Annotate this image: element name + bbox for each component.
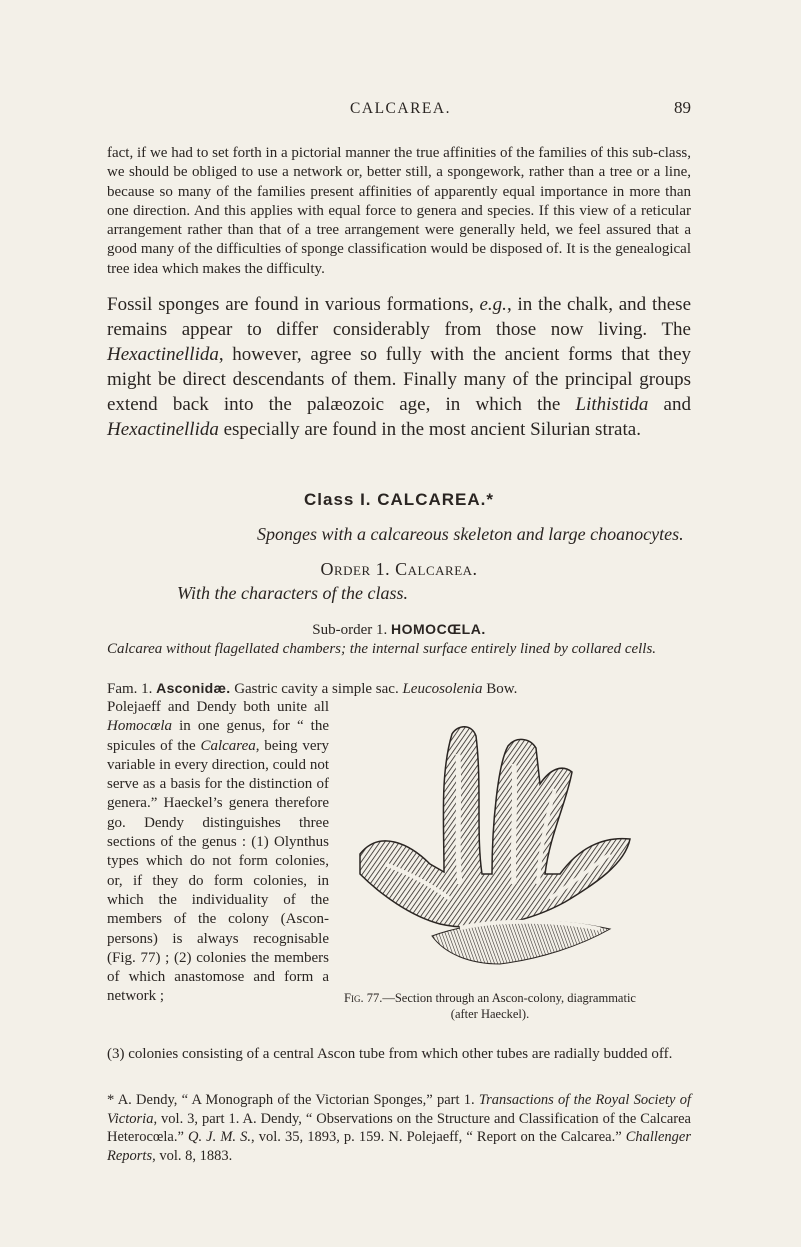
journal-title: Transactions of the Royal Society of Victoria — [107, 1092, 691, 1127]
text: especially are found in the most ancient Silurian strata. — [218, 419, 641, 440]
journal-title: Q. J. M. S. — [187, 1129, 252, 1145]
text: , vol. 8, 1883. — [152, 1147, 233, 1164]
paragraph-sections-continued: (3) colonies consisting of a central Ascon tube from which other tubes are radially budded off. — [107, 1046, 673, 1062]
order-heading: Order 1. Calcarea. — [320, 559, 478, 579]
text: , vol. 35, 1893, p. 159. N. Polejaeff, “ Report on the Calcarea.” — [251, 1129, 626, 1145]
text: Polejaeff and Dendy both unite all — [107, 699, 329, 715]
family-prefix: Fam. 1. — [107, 681, 157, 697]
text: in one genus, for “ the spicules of the — [107, 718, 329, 754]
text: , vol. 3, part 1. A. Dendy, “ Observations on the Structure and Classification of the Calcarea Heterocœla.” — [107, 1110, 691, 1145]
running-title: CALCAREA. — [350, 100, 451, 117]
taxon-name: Hexactinellida — [107, 344, 219, 365]
family-text: Gastric cavity a simple sac. — [230, 681, 403, 697]
class-heading: Class I. CALCAREA.* — [304, 490, 494, 509]
text: , in the chalk, and these remains appear to differ considerably from those now living. The — [107, 294, 692, 340]
ascon-colony-illustration — [340, 724, 640, 974]
text: * A. Dendy, “ A Monograph of the Victorian Sponges,” part 1. — [107, 1092, 479, 1108]
figure-caption — [340, 990, 640, 1022]
taxon-name: Homocœla — [107, 718, 172, 735]
text: , however, agree so fully with the ancient forms that they might be direct descendants of them. Finally many of the principal groups extend back into the palæozoic age, in which the — [107, 344, 691, 415]
genus-name: Leucosolenia — [402, 681, 483, 697]
footnote — [107, 1091, 691, 1165]
paragraph-homocoela — [107, 698, 329, 1007]
suborder-heading — [107, 621, 691, 639]
page-number: 89 — [674, 98, 691, 117]
text-italic: e.g. — [479, 294, 507, 315]
family-name: Asconidæ. — [156, 680, 231, 696]
text: and — [648, 394, 691, 415]
order-description: With the characters of the class. — [177, 583, 408, 603]
family-line — [107, 679, 747, 699]
figure-label: Fig. 77. — [344, 991, 383, 1005]
figure-ascon-colony — [340, 724, 640, 974]
taxon-name: Hexactinellida — [107, 419, 219, 440]
suborder-prefix: Sub-order 1. — [312, 622, 392, 638]
taxon-name: Lithistida — [575, 394, 649, 415]
suborder-name: HOMOCŒLA. — [391, 621, 486, 637]
paragraph-fossil-sponges — [107, 292, 691, 442]
class-description: Sponges with a calcareous skeleton and large choanocytes. — [257, 524, 684, 544]
journal-title: Challenger Reports — [107, 1129, 691, 1164]
text: Fossil sponges are found in various formations, — [107, 294, 480, 315]
taxon-name: Calcarea — [200, 737, 256, 754]
genus-author: Bow. — [482, 681, 518, 697]
paragraph-reticular-arrangement: fact, if we had to set forth in a pictorial manner the true affinities of the families of this sub-class, we should be obliged to use a network or, better still, a spongework, rather than a tree or a line, because so many of the families present affinities of apparently equal importance in more than one direction. And this applies with equal force to genera and species. If this view of a reticular arrangement rather than that of a tree arrangement were generally held, we feel assured that a good many of the difficulties of sponge classification would be disposed of. It is the genealogical tree idea which makes the difficulty. — [107, 145, 691, 277]
figure-caption-text: —Section through an Ascon-colony, diagrammatic (after Haeckel). — [382, 991, 636, 1021]
text: , being very variable in every direction, could not serve as a basis for the distinction of genera.” Haeckel’s genera therefore go. Dendy distinguishes three sections of the genus : (1) Olynthus types which do not form colonies, or, if they do form colonies, in which the individuality of the members of the colony (Ascon-persons) is always recognisable (Fig. 77) ; (2) colonies the members of which anastomose and form a network ; — [107, 737, 329, 1005]
page-header — [0, 100, 801, 126]
suborder-description: Calcarea without flagellated chambers; the internal surface entirely lined by collared cells. — [107, 641, 657, 657]
